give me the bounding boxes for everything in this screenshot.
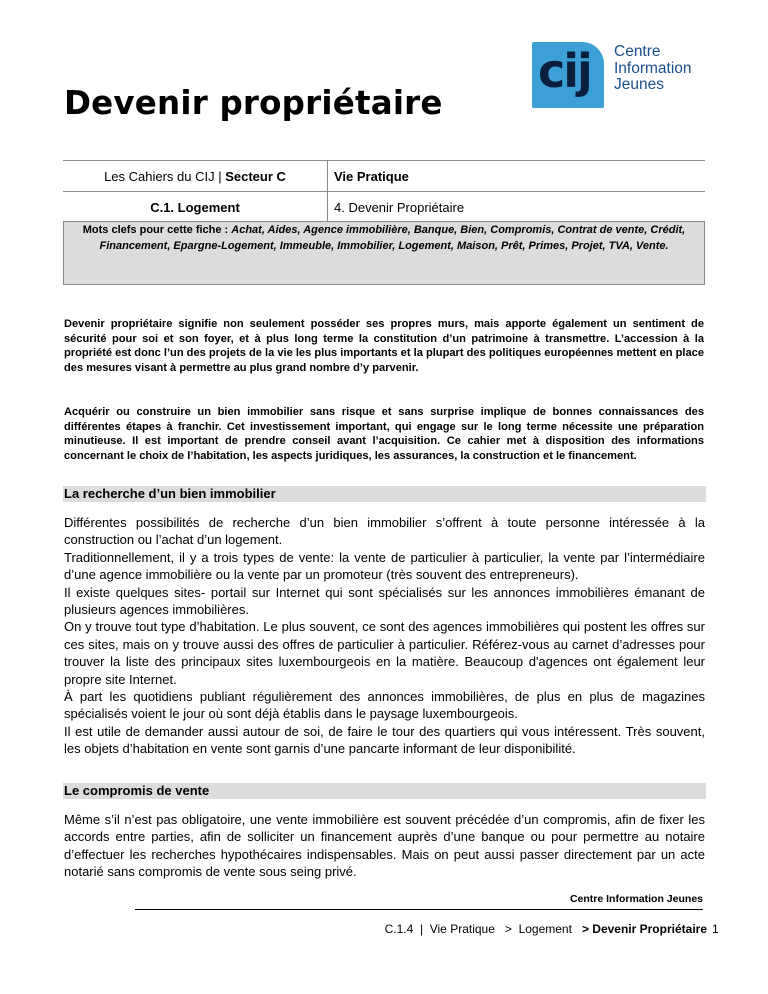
logo-line-2: Information xyxy=(614,59,692,77)
info-table xyxy=(63,160,705,223)
chapter-cell xyxy=(63,192,328,223)
category-label: Vie Pratique xyxy=(334,168,409,184)
topic-cell xyxy=(328,192,706,223)
cij-logo-mark xyxy=(532,42,604,108)
chapter-label: C.1. Logement xyxy=(150,199,240,215)
intro-paragraph-2: Acquérir ou construire un bien immobilier sans risque et sans surprise implique de bonnes connaissances des différentes étapes à franchir. Cet investissement important, qui engage sur le long terme nécessite une préparation minutieuse. Il est important de prendre conseil avant l’acquisition. Ce cahier met à disposition des informations concernant le choix de l’habitation, les aspects juridiques, les assurances, la construction et le financement. xyxy=(64,406,704,462)
info-row-topic xyxy=(63,192,705,223)
logo-line-1: Centre xyxy=(614,43,661,60)
cahier-label: Les Cahiers du CIJ | xyxy=(104,168,226,184)
intro-paragraph-1: Devenir propriétaire signifie non seulement posséder ses propres murs, mais apporte également un sentiment de sécurité pour soi et son foyer, et à plus long terme la constitution d’un patrimoine à transmettre. L’accession à la propriété est donc l’un des projets de la vie les plus importants et la plupart des politiques européennes mettent en place des mesures visant à permettre au plus grand nombre d’y parvenir. xyxy=(64,318,704,374)
body-paragraph: Différentes possibilités de recherche d’un bien immobilier s’offrent à toute personne intéressée à la construction ou l’achat d’un logement. xyxy=(64,515,705,548)
cij-logo xyxy=(532,42,712,112)
keywords-label: Mots clefs pour cette fiche : xyxy=(82,224,232,236)
info-row-sector xyxy=(63,161,705,192)
page-number: 1 xyxy=(712,922,719,936)
body-paragraph: Traditionnellement, il y a trois types de vente: la vente de particulier à particulier, la vente par l’intermédiaire d’une agence immobilière ou la vente par un promoteur (très souvent des entrepreneurs). xyxy=(64,549,705,583)
keywords-box xyxy=(63,221,705,285)
footer-organization: Centre Information Jeunes xyxy=(569,893,703,905)
category-cell xyxy=(328,161,706,192)
footer-breadcrumb xyxy=(300,922,707,936)
section-heading-compromis: Le compromis de vente xyxy=(63,783,706,799)
section-heading-recherche: La recherche d’un bien immobilier xyxy=(63,486,706,502)
footer-divider xyxy=(135,909,703,910)
footer-breadcrumb-path: C.1.4 | Vie Pratique > Logement xyxy=(384,922,582,936)
section-body-recherche xyxy=(64,514,705,758)
sector-label: Secteur C xyxy=(225,168,286,184)
section-body-compromis xyxy=(64,811,705,881)
cij-logo-text xyxy=(614,44,692,94)
page-title: Devenir propriétaire xyxy=(64,84,443,122)
body-paragraph: À part les quotidiens publiant régulièrement des annonces immobilières, de plus en plus de magazines spécialisés voient le jour où sont déjà établis dans le paysage luxembourgeois. xyxy=(64,689,705,722)
body-paragraph: On y trouve tout type d’habitation. Le plus souvent, ce sont des agences immobilières qui postent les offres sur ces sites, mais on y trouve aussi des offres de particulier à particulier. Référez-vous au carnet d’adresses pour trouver la liste des principaux sites luxembourgeois en la matière. Beaucoup d'agences ont également leur propre site Internet. xyxy=(64,619,705,687)
topic-label: 4. Devenir Propriétaire xyxy=(334,199,465,215)
cij-logo-mark-text: cij xyxy=(538,44,591,98)
body-paragraph: Il existe quelques sites- portail sur Internet qui sont spécialisés sur les annonces immobilières émanant de plusieurs agences immobilières. xyxy=(64,584,705,618)
cahier-sector-cell xyxy=(63,161,328,192)
logo-line-3: Jeunes xyxy=(614,76,664,93)
keywords-list: Achat, Aides, Agence immobilière, Banque, Bien, Compromis, Contrat de vente, Crédit, Financement, Epargne-Logement, Immeuble, Immobilier, Logement, Maison, Prêt, Primes, Projet, TVA, Vente. xyxy=(99,224,686,252)
body-paragraph: Il est utile de demander aussi autour de soi, de faire le tour des quartiers qui vous intéressent. Très souvent, les objets d’habitation en vente sont garnis d’une pancarte informant de leur disponibilité. xyxy=(64,723,705,757)
body-paragraph: Même s’il n’est pas obligatoire, une vente immobilière est souvent précédée d’un compromis, afin de fixer les accords entre parties, afin de solliciter un financement auprès d’une banque ou pour permettre au notaire d’effectuer les recherches hypothécaires indispensables. Mais on peut aussi passer directement par un acte notarié sans compromis de vente sous seing privé. xyxy=(64,812,705,880)
footer-breadcrumb-current: > Devenir Propriétaire xyxy=(581,922,707,936)
